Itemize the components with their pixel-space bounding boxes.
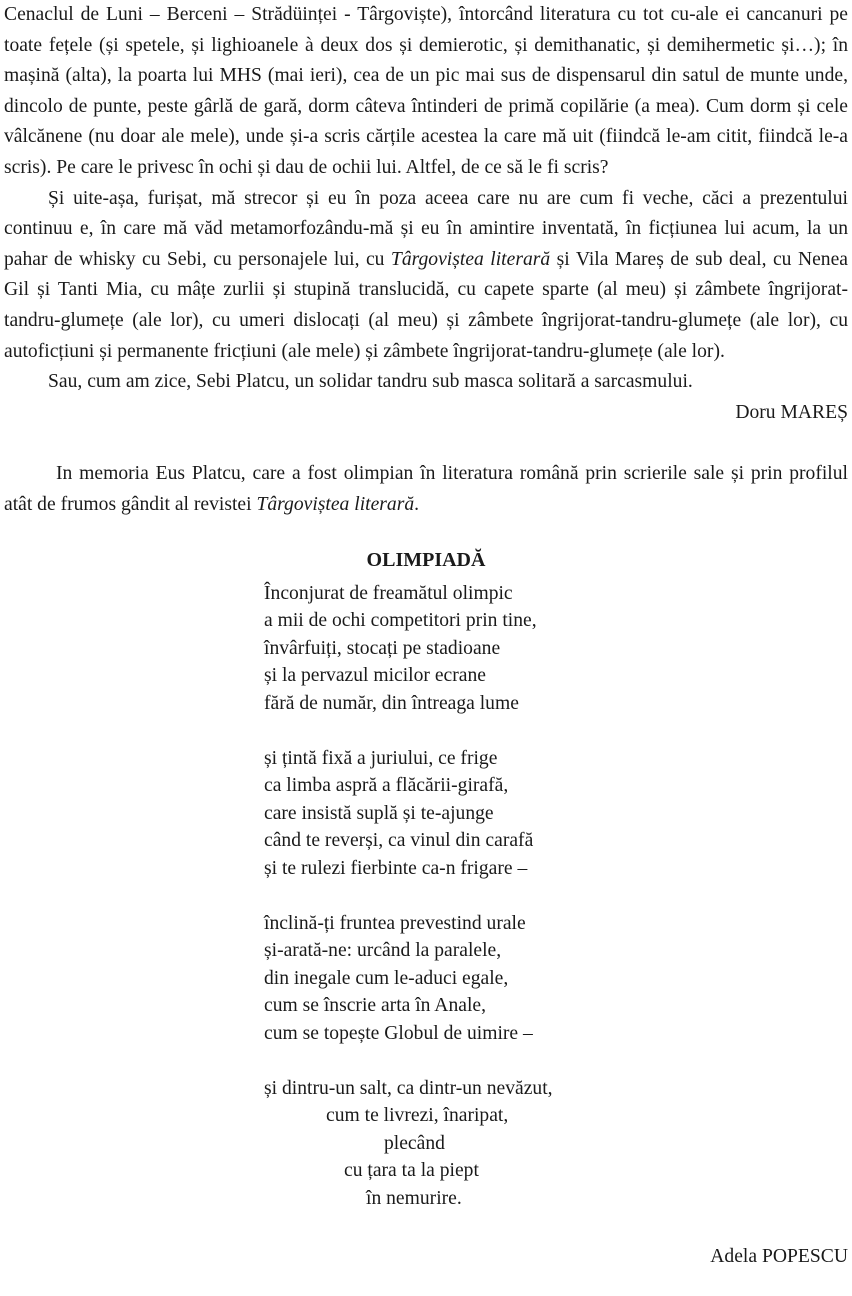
poem-line: și te rulezi fierbinte ca-n frigare – <box>264 857 528 879</box>
poem-body <box>264 580 848 1213</box>
dedication-part-b: . <box>414 493 420 515</box>
poem-line: și-arată-ne: urcând la paralele, <box>264 940 502 962</box>
poem-line: și dintru-un salt, ca dintr-un nevăzut, <box>264 1077 553 1099</box>
poem-line: din inegale cum le-aduci egale, <box>264 967 509 989</box>
poem-line: și la pervazul micilor ecrane <box>264 665 486 687</box>
poem-line: cu țara ta la piept <box>344 1160 479 1182</box>
poem-line: când te reverși, ca vinul din carafă <box>264 830 534 852</box>
poem-stanza-3 <box>264 910 848 1048</box>
essay-signature: Doru MAREȘ <box>735 401 848 423</box>
journal-title-italic: Târgoviștea literară <box>390 248 551 270</box>
poem-signature: Adela POPESCU <box>710 1246 848 1267</box>
poem-line: care insistă suplă și te-ajunge <box>264 802 494 824</box>
essay-paragraph-3: Sau, cum am zice, Sebi Platcu, un solidar tandru sub masca solitară a sarcasmului. <box>48 371 693 393</box>
dedication-journal-italic: Târgoviștea literară <box>256 493 415 515</box>
essay-paragraph-1: Cenaclul de Luni – Berceni – Strădüinței - Târgoviște), întorcând literatura cu tot cu-ale ei cancanuri pe toate fețele (și spetele, și lighioanele à deux dos și demierotic, și demithanatic, și demihermetic și…); în mașină (alta), la poarta lui MHS (mai ieri), cea de un pic mai sus de dispensarul din satul de munte unde, dincolo de punte, peste gârlă de gară, dorm câteva întinderi de primă copilărie (a mea). Cum dorm și cele vâlcănene (nu doar ale mele), unde și-a scris cărțile acestea la care mă uit (fiindcă le-am citit, fiindcă le-a scris). Pe care le privesc în ochi și dau de ochii lui. Altfel, de ce să le fi scris? <box>4 4 848 178</box>
poem-line: plecând <box>384 1132 445 1154</box>
poem-dedication <box>4 458 848 520</box>
poem-line: a mii de ochi competitori prin tine, <box>264 610 537 632</box>
document-page <box>4 0 848 1240</box>
poem-line: în nemurire. <box>366 1187 462 1209</box>
poem-line: înclină-ți fruntea prevestind urale <box>264 912 526 934</box>
poem-line: ca limba aspră a flăcării-girafă, <box>264 775 509 797</box>
essay-text <box>4 0 848 398</box>
essay-paragraph-2-part-b: și Vila Mareș de sub deal, cu Nenea Gil și Tanti Mia, cu mâțe zurlii și stupină translucidă, cu capete sparte (al meu) și zâmbete îngrijorat-tandru-glumețe (ale lor), cu umeri dislocați (al meu) și zâmbete îngrijorat-tandru-glumețe (ale lor), cu autoficțiuni și permanente fricțiuni (ale mele) și zâmbete îngrijorat-tandru-glumețe (ale lor). <box>4 248 848 362</box>
poem-line: învârfuiți, stocați pe stadioane <box>264 637 501 659</box>
poem-line: cum se topește Globul de uimire – <box>264 1022 533 1044</box>
poem-line: cum te livrezi, înaripat, <box>326 1105 509 1127</box>
poem-stanza-4 <box>264 1075 848 1213</box>
poem-line: fără de număr, din întreaga lume <box>264 692 519 714</box>
poem-line: cum se înscrie arta în Anale, <box>264 995 486 1017</box>
poem-line: și țintă fixă a juriului, ce frige <box>264 747 498 769</box>
poem-title: OLIMPIADĂ <box>366 548 486 571</box>
poem-line: Înconjurat de freamătul olimpic <box>264 582 513 604</box>
essay-paragraph-2-part-a: Și uite-așa, furișat, mă strecor și eu în poza aceea care nu are cum fi veche, căci a prezentului continuu e, în care mă văd metamorfozându-mă și eu în amintire inventată, în ficțiunea lui acum, la un pahar de whisky cu Sebi, cu personajele lui, cu <box>4 187 848 270</box>
poem-stanza-1 <box>264 580 848 718</box>
poem-stanza-2 <box>264 745 848 883</box>
dedication-part-a: In memoria Eus Platcu, care a fost olimpian în literatura română prin scrierile sale și prin profilul atât de frumos gândit al revistei <box>4 462 848 515</box>
essay-paragraph-2 <box>4 184 848 368</box>
